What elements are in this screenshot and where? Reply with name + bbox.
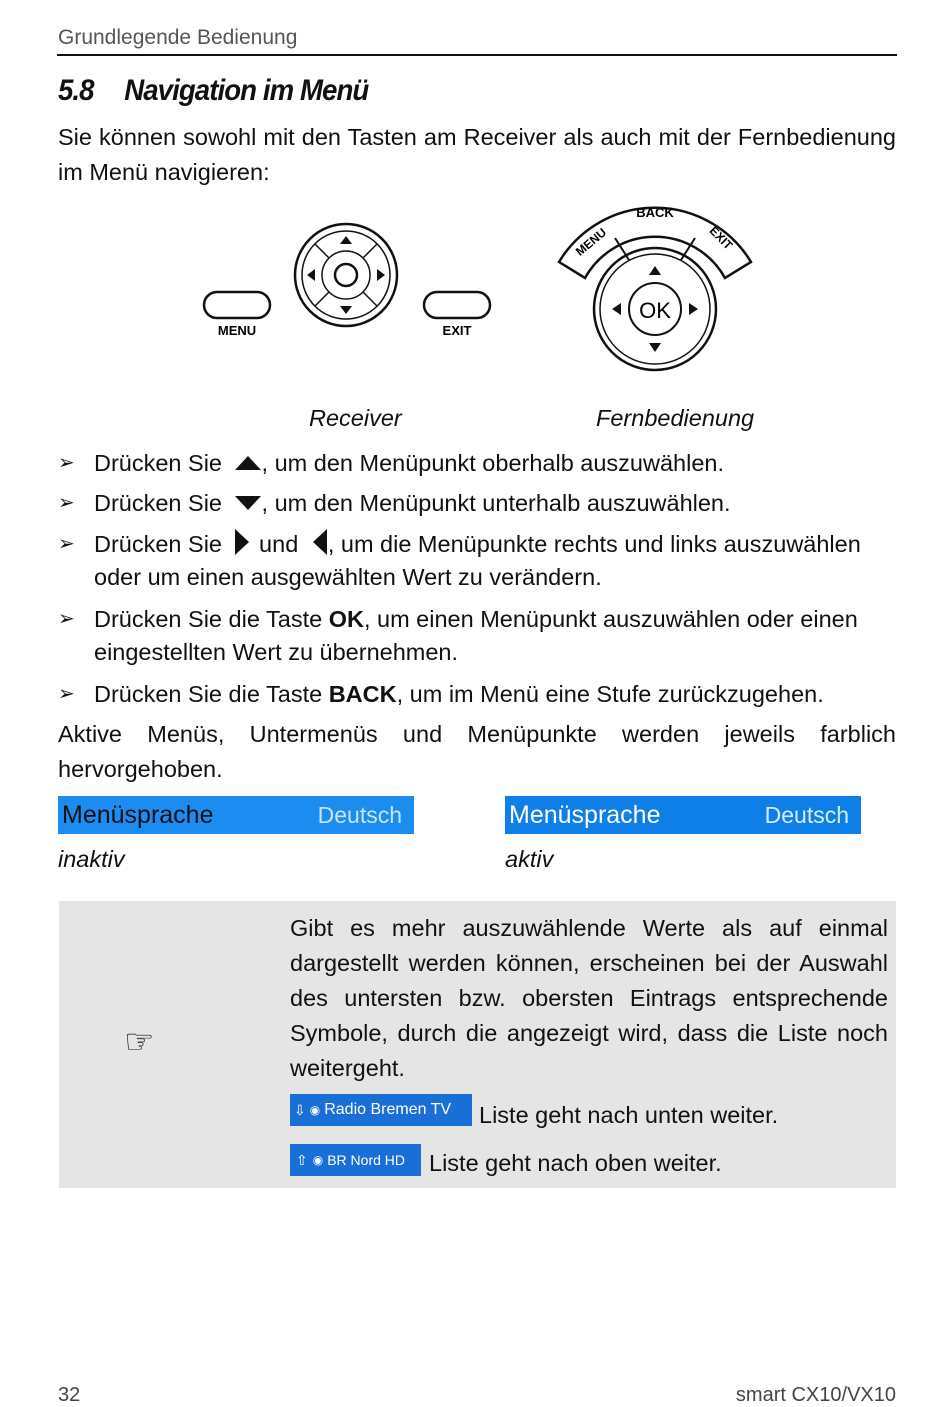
channel-name: BR Nord HD xyxy=(327,1152,406,1168)
down-arrow-icon xyxy=(235,496,261,510)
receiver-up-arrow-icon xyxy=(340,236,352,244)
remote-exit-label: EXIT xyxy=(706,223,736,253)
section-number: 5.8 xyxy=(58,74,94,107)
receiver-buttons-figure xyxy=(200,220,500,345)
remote-caption: Fernbedienung xyxy=(596,405,755,431)
bullet-text: , um im Menü eine Stufe zurückzugehen. xyxy=(396,681,824,707)
note-text: Gibt es mehr auszuwählende Werte als auf einmal dargestellt werden können, erscheinen bei der Auswahl des untersten bzw. obersten Eintrags entsprechende Symbole, durch die angezeigt wird, dass die Liste noch weitergeht. xyxy=(290,915,888,1081)
remote-buttons-figure xyxy=(555,196,755,376)
header-rule xyxy=(57,54,897,56)
receiver-right-arrow-icon xyxy=(377,269,385,281)
list-up-text: Liste geht nach oben weiter. xyxy=(429,1150,722,1176)
menu-example-active xyxy=(505,796,861,834)
bullet-text: Drücken Sie xyxy=(94,450,229,476)
active-caption: aktiv xyxy=(505,846,554,872)
menu-example-inactive xyxy=(58,796,414,834)
receiver-exit-label: EXIT xyxy=(442,323,472,338)
bullet-down xyxy=(58,487,896,520)
inactive-caption: inaktiv xyxy=(58,846,125,872)
up-arrow-icon xyxy=(235,456,261,470)
receiver-menu-button xyxy=(204,292,270,318)
right-arrow-icon xyxy=(235,529,249,555)
bullet-arrow-icon: ➢ xyxy=(58,533,75,555)
bullet-text: Drücken Sie die Taste xyxy=(94,606,329,632)
section-title xyxy=(58,74,368,108)
up-arrow-icon: ⇧ xyxy=(296,1151,308,1168)
receiver-left-arrow-icon xyxy=(307,269,315,281)
bullet-text: Drücken Sie die Taste xyxy=(94,681,329,707)
menu-example-value: Deutsch xyxy=(317,801,402,828)
bullet-text: und xyxy=(252,531,305,557)
bullet-text: Drücken Sie xyxy=(94,531,229,557)
product-name: smart CX10/VX10 xyxy=(735,1384,896,1406)
bullet-text: , um die Menüpunkte rechts und links auszuwählen oder um einen ausgewählten Wert zu verändern. xyxy=(94,531,861,590)
channel-list-up-example xyxy=(290,1144,421,1176)
bullet-arrow-icon: ➢ xyxy=(58,452,75,474)
active-paragraph: Aktive Menüs, Untermenüs und Menüpunkte werden jeweils farblich hervorgehoben. xyxy=(58,721,896,782)
remote-ok-label: OK xyxy=(639,298,671,323)
running-header: Grundlegende Bedienung xyxy=(58,26,298,49)
radio-button-icon: ◉ xyxy=(312,1153,324,1167)
bullet-arrow-icon: ➢ xyxy=(58,608,75,630)
bullet-left-right xyxy=(58,528,896,594)
intro-paragraph: Sie können sowohl mit den Tasten am Receiver als auch mit der Fernbedienung im Menü navigieren: xyxy=(58,124,896,185)
receiver-exit-button xyxy=(424,292,490,318)
bullet-arrow-icon: ➢ xyxy=(58,492,75,514)
remote-menu-label: MENU xyxy=(572,225,610,259)
bullet-arrow-icon: ➢ xyxy=(58,683,75,705)
bullet-text: Drücken Sie xyxy=(94,490,229,516)
remote-left-arrow-icon xyxy=(612,303,621,315)
receiver-ok-button xyxy=(335,264,357,286)
remote-right-arrow-icon xyxy=(689,303,698,315)
bullet-back xyxy=(58,678,896,711)
menu-example-value: Deutsch xyxy=(764,801,849,828)
list-down-text: Liste geht nach unten weiter. xyxy=(479,1102,779,1128)
section-title-text: Navigation im Menü xyxy=(124,74,369,107)
remote-down-arrow-icon xyxy=(649,343,661,352)
radio-button-icon: ◉ xyxy=(309,1103,321,1117)
receiver-caption: Receiver xyxy=(309,405,402,431)
menu-example-label: Menüsprache xyxy=(509,800,661,829)
bullet-up xyxy=(58,447,896,480)
bullet-text: , um einen Menüpunkt auszuwählen oder einen eingestellten Wert zu übernehmen. xyxy=(94,606,858,665)
bullet-bold-key: BACK xyxy=(328,681,397,707)
receiver-menu-label: MENU xyxy=(217,323,257,338)
left-arrow-icon xyxy=(313,529,327,555)
receiver-down-arrow-icon xyxy=(340,306,352,314)
channel-list-down-example xyxy=(290,1094,472,1126)
bullet-bold-key: OK xyxy=(328,606,364,632)
pointing-hand-icon: ☞ xyxy=(124,1023,155,1061)
bullet-ok xyxy=(58,603,896,669)
down-arrow-icon: ⇩ xyxy=(294,1101,306,1118)
bullet-text: , um den Menüpunkt unterhalb auszuwählen. xyxy=(261,490,731,516)
remote-up-arrow-icon xyxy=(649,266,661,275)
bullet-text: , um den Menüpunkt oberhalb auszuwählen. xyxy=(261,450,725,476)
page-number: 32 xyxy=(58,1384,81,1406)
menu-example-label: Menüsprache xyxy=(62,800,214,829)
channel-name: Radio Bremen TV xyxy=(324,1101,452,1118)
remote-back-label: BACK xyxy=(636,205,674,220)
